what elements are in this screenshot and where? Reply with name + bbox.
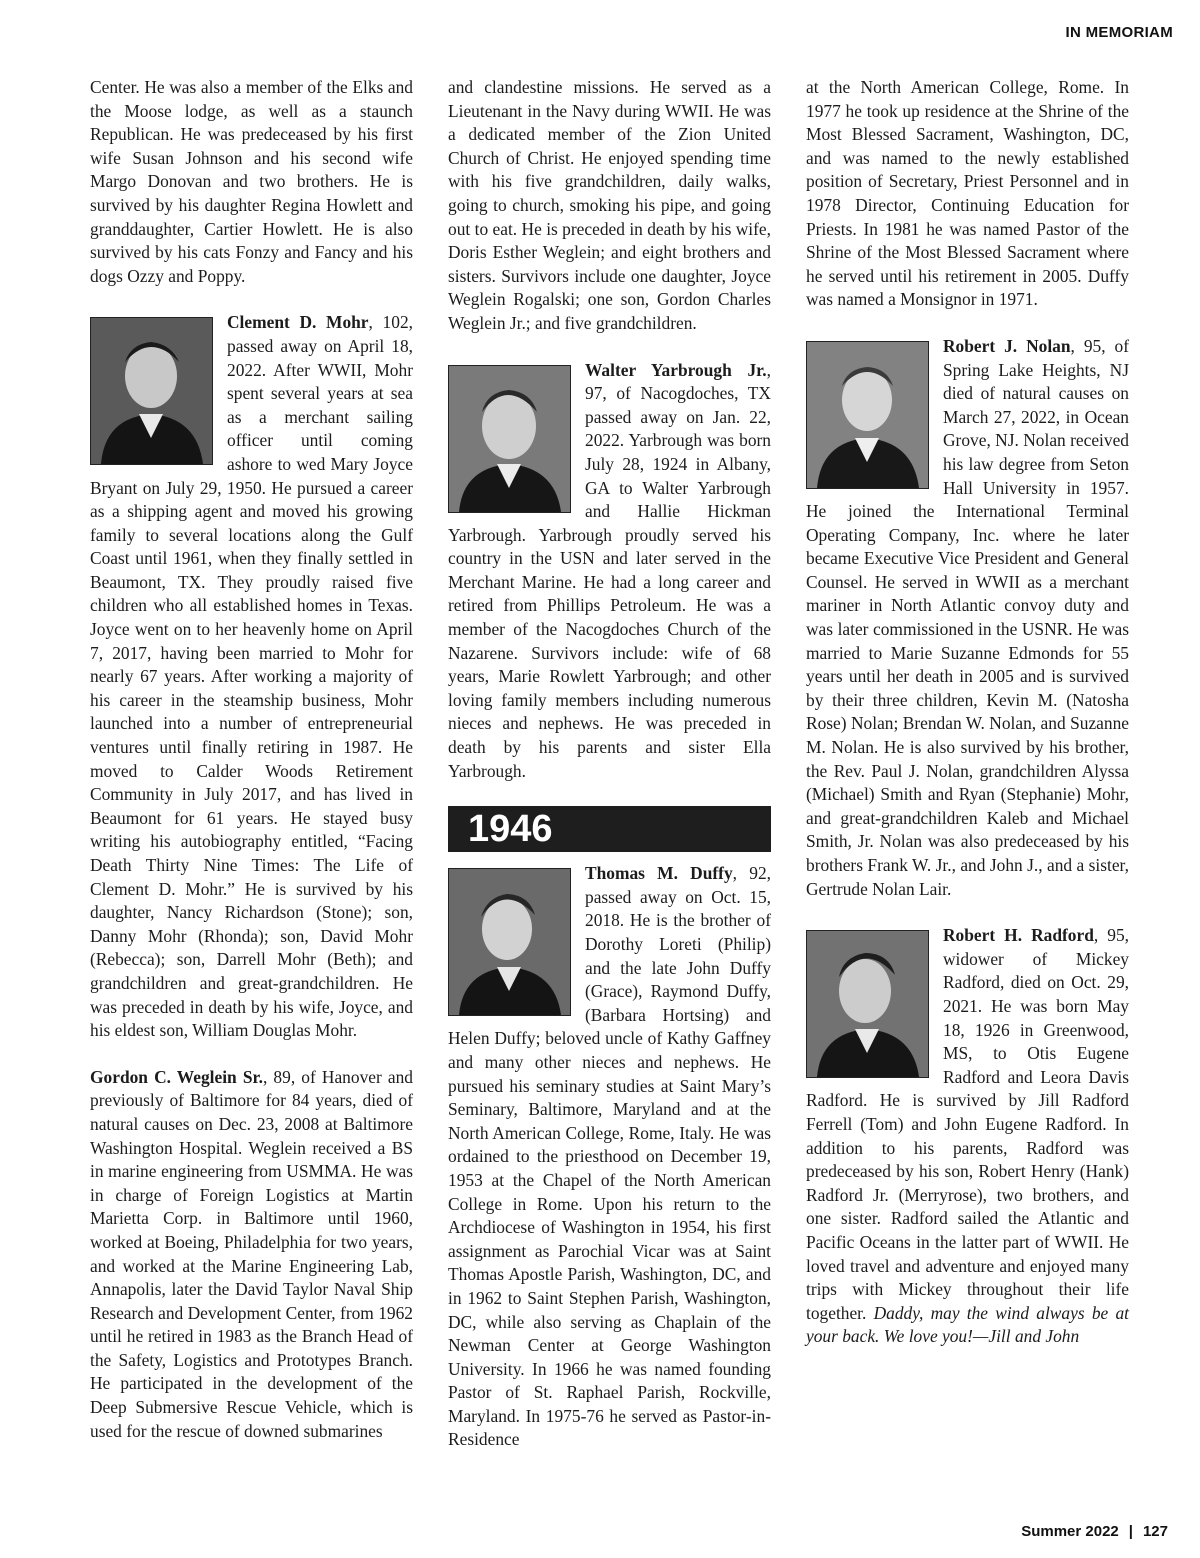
obit-text-yarbrough: , 97, of Nacogdoches, TX passed away on Jan. 22, 2022. Yarbrough was born July 28, 1924 in Albany, GA to Walter Yarbrough and Hallie Hickman Yarbrough. Yarbrough proudly served his country in the USN and later served in the Merchant Marine. He had a long career and retired from Phillips Petroleum. He was a member of the Nacogdoches Church of the Nazarene. Survivors include: wife of 68 years, Marie Rowlett Yarbrough; and other loving family members including numerous nieces and nephews. He was preceded in death by his parents and sister Ella Yarbrough. bbox=[448, 359, 771, 781]
portrait-photo-mohr bbox=[90, 317, 213, 465]
obit-name-weglein: Gordon C. Weglein Sr. bbox=[90, 1066, 263, 1087]
obit-text-mohr: , 102, passed away on April 18, 2022. After WWII, Mohr spent several years at sea as a merchant sailing officer until coming ashore to wed Mary Joyce Bryant on July 29, 1950. He pursued a career as a shipping agent and moved his growing family to several locations along the Gulf Coast until 1961, when they finally settled in Beaumont, TX. They proudly raised five children who all established homes in Texas. Joyce went on to her heavenly home on April 7, 2017, having been married to Mohr for nearly 67 years. After working a majority of his career in the steamship business, Mohr launched into a number of entrepreneurial ventures until finally retiring in 1987. He moved to Calder Woods Retirement Community in July 2017, and has lived in Beaumont for 61 years. He stayed busy writing his autobiography entitled, “Facing Death Thirty Nine Times: The Life of Clement D. Mohr.” He is survived by his daughter, Nancy Richardson (Stone); son, Danny Mohr (Rhonda); son, David Mohr (Rebecca); son, Darrell Mohr (Beth); and grandchildren and great-grandchildren. He was preceded in death by his wife, Joyce, and his eldest son, William Douglas Mohr. bbox=[90, 312, 413, 1041]
column-3 bbox=[806, 76, 1129, 1349]
obit-yarbrough bbox=[448, 359, 771, 784]
obit-continued-text: at the North American College, Rome. In 1977 he took up residence at the Shrine of the Most Blessed Sacrament, Washington, DC, and was named to the newly established position of Secretary, Priest Personnel and in 1978 Director, Continuing Education for Priests. In 1981 he was named Pastor of the Shrine of the Most Blessed Sacrament where he served until his retirement in 2005. Duffy was named a Monsignor in 1971. bbox=[806, 77, 1129, 310]
obit-text-nolan: , 95, of Spring Lake Heights, NJ died of natural causes on March 27, 2022, in Ocean Grove, NJ. Nolan received his law degree from Seton Hall University in 1957. He joined the International Terminal Operating Company, Inc. where he later became Executive Vice President and General Counsel. He served in WWII as a merchant mariner in North Atlantic convoy duty and was later commissioned in the USNR. He was married to Marie Suzanne Edmonds for 55 years until her death in 2005 and is survived by their three children, Kevin M. (Natosha Rose) Nolan; Brendan W. Nolan, and Suzanne M. Nolan. He is also survived by his brother, the Rev. Paul J. Nolan, grandchildren Alyssa (Michael) Smith and Ryan (Stephanie) Mohr, and great-grandchildren Kaleb and Michael Smith, Jr. Nolan was also predeceased by his brothers Frank W. Jr., and John J., and a sister, Gertrude Nolan Lair. bbox=[806, 335, 1129, 899]
portrait-photo-radford bbox=[806, 930, 929, 1078]
obit-text-radford: , 95, widower of Mickey Radford, died on Oct. 29, 2021. He was born May 18, 1926 in Greenwood, MS, to Otis Eugene Radford and Leora Davis Radford. He is survived by Jill Radford Ferrell (Tom) and John Eugene Radford. In addition to his parents, Radford was predeceased by his son, Robert Henry (Hank) Radford Jr. (Merryrose), two brothers, and one sister. Radford sailed the Atlantic and Pacific Oceans in the latter part of WWII. He loved travel and adventure and enjoyed many trips with Mickey throughout their life together. bbox=[806, 925, 1130, 1323]
obit-text-duffy: , 92, passed away on Oct. 15, 2018. He is the brother of Dorothy Loreti (Philip) and the late John Duffy (Grace), Raymond Duffy, (Barbara Hortsing) and Helen Duffy; beloved uncle of Kathy Gaffney and many other nieces and nephews. He pursued his seminary studies at Saint Mary’s Seminary, Baltimore, Maryland and at the North American College, Rome, Italy. He was ordained to the priesthood on December 19, 1953 at the Chapel of the North American College in Rome. Upon his return to the Archdiocese of Washington in 1954, his first assignment as Parochial Vicar was at Saint Thomas Apostle Parish, Washington, DC, and in 1962 to Saint Stephen Parish, Washington, DC, while also serving as Chaplain of the Newman Center at George Washington University. In 1966 he was named founding Pastor of St. Raphael Parish, Rockville, Maryland. In 1975-76 he served as Pastor-in-Residence bbox=[448, 863, 771, 1450]
issue-label: Summer 2022 bbox=[1021, 1523, 1119, 1540]
portrait-photo-yarbrough bbox=[448, 365, 571, 513]
obit-name-nolan: Robert J. Nolan bbox=[943, 335, 1071, 356]
column-1 bbox=[90, 76, 413, 1443]
obit-duffy bbox=[448, 862, 771, 1452]
portrait-photo-duffy bbox=[448, 868, 571, 1016]
obit-text-weglein: , 89, of Hanover and previously of Baltimore for 84 years, died of natural causes on Dec. 23, 2008 at Baltimore Washington Hospital. Weglein received a BS in marine engineering from USMMA. He was in charge of Foreign Logistics at Martin Marietta Corp. in Baltimore until 1960, worked at Boeing, Philadelphia for two years, and worked at the Marine Engineering Lab, Annapolis, later the David Taylor Naval Ship Research and Development Center, from 1962 until he retired in 1983 as the Branch Head of the Safety, Logistics and Prototypes Branch. He participated in the development of the Deep Submersive Rescue Vehicle, which is used for the rescue of downed submarines bbox=[90, 1066, 413, 1441]
portrait-photo-nolan bbox=[806, 341, 929, 489]
page-number: 127 bbox=[1142, 1523, 1168, 1540]
obit-mohr bbox=[90, 311, 413, 1042]
obit-continued-text: Center. He was also a member of the Elks and the Moose lodge, as well as a staunch Republican. He was predeceased by his first wife Susan Johnson and his second wife Margo Donovan and two brothers. He is survived by his daughter Regina Howlett and granddaughter, Cartier Howlett. He is also survived by his cats Fonzy and Fancy and his dogs Ozzy and Poppy. bbox=[90, 77, 413, 286]
obit-radford bbox=[806, 924, 1129, 1349]
obit-closing-radford: Daddy, may the wind always be at your back. We love you!—Jill and John bbox=[806, 1302, 1129, 1347]
obit-name-radford: Robert H. Radford bbox=[943, 925, 1094, 946]
section-label: IN MEMORIAM bbox=[1065, 24, 1173, 41]
obit-nolan bbox=[806, 335, 1129, 901]
footer-separator: | bbox=[1128, 1523, 1133, 1540]
obit-weglein bbox=[90, 1066, 413, 1444]
obit-name-duffy: Thomas M. Duffy bbox=[585, 863, 733, 884]
obit-continued-text: and clandestine missions. He served as a Lieutenant in the Navy during WWII. He was a dedicated member of the Zion United Church of Christ. He enjoyed spending time with his five grandchildren, daily walks, going to church, smoking his pipe, and going out to eat. He is preceded in death by his wife, Doris Esther Weglein; and eight brothers and sisters. Survivors include one daughter, Joyce Weglein Rogalski; one son, Gordon Charles Weglein Jr.; and five grandchildren. bbox=[448, 77, 771, 333]
obit-name-yarbrough: Walter Yarbrough Jr. bbox=[585, 359, 767, 380]
page-footer bbox=[1021, 1523, 1168, 1540]
column-2 bbox=[448, 76, 771, 1452]
obit-name-mohr: Clement D. Mohr bbox=[227, 312, 369, 333]
class-year-heading: 1946 bbox=[448, 806, 771, 852]
